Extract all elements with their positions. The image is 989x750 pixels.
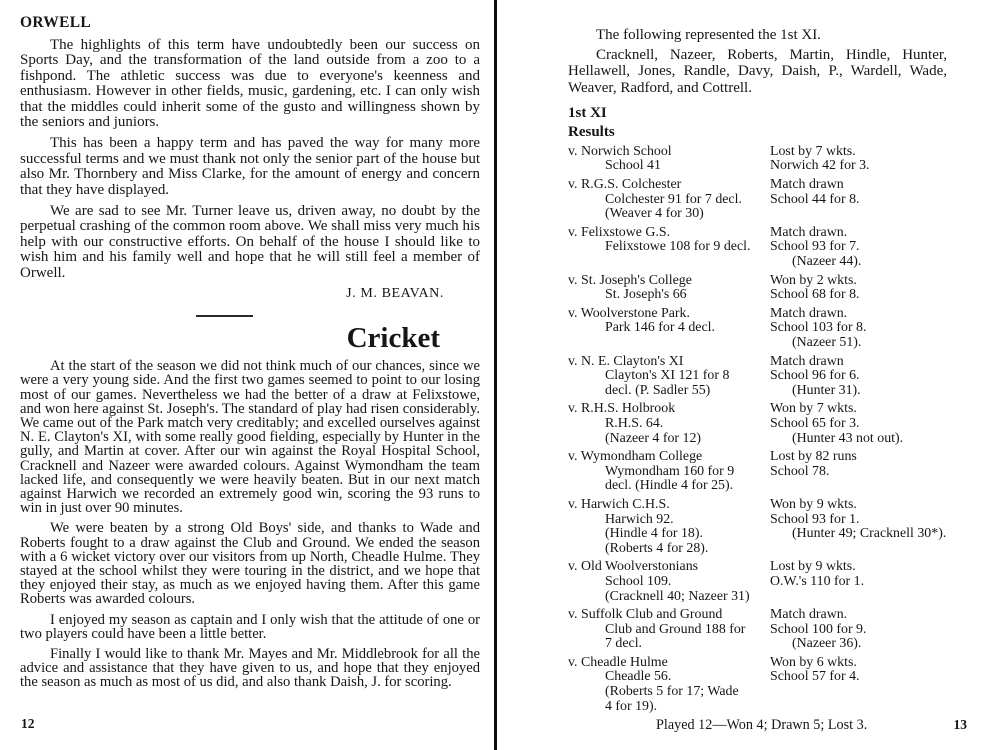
result-line: Norwich 42 for 3.	[770, 158, 870, 174]
opponent-line: (Hindle 4 for 18).	[605, 526, 703, 542]
orwell-paragraph-3: We are sad to see Mr. Turner leave us, driven away, no doubt by the perpetual crashing of the common room above. We shall miss very much his help with our constructive efforts. On behalf of the house I should like to wish him and his family well and hope that he will still feel a member of Orwell.	[20, 203, 480, 281]
opponent-line: v. Norwich School	[568, 143, 672, 159]
opponent-line: Club and Ground 188 for	[605, 621, 746, 637]
match-opponent-column	[568, 656, 770, 714]
first-xi-names: Cracknell, Nazeer, Roberts, Martin, Hindle, Hunter, Hellawell, Jones, Randle, Davy, Daish, P., Wardell, Wade, Weaver, Radford, and Cottrell.	[568, 47, 947, 96]
match-result-column	[770, 656, 947, 714]
opponent-line: (Nazeer 4 for 12)	[605, 430, 702, 446]
result-line: School 93 for 1.	[770, 511, 860, 527]
match-opponent-column	[568, 450, 770, 494]
cricket-paragraph-1: At the start of the season we did not think much of our chances, since we were a very young side. And the first two games seemed to point to our losing most of our games. Nevertheless we had the better of a draw at Felixstowe, and won here against St. Joseph's. The standard of play had risen considerably. We came out of the Park match very creditably; and excelled ourselves against N. E. Clayton's XI, with some really good fielding, especially by Hunter in the gully, and Martin at cover. After our win against the Royal Hospital School, Cracknell and Nazeer were awarded colours. Against Wymondham the team lacked life, and consequently we were heavily beaten. But in our next match against Harwich we recorded an extremely good win, scoring the 93 runs to win in just over 90 minutes.	[20, 358, 480, 517]
opponent-line: 4 for 19).	[605, 698, 658, 714]
result-line: Lost by 82 runs	[770, 449, 857, 465]
cricket-paragraph-3: I enjoyed my season as captain and I only wish that the attitude of one or two players could have been a little better.	[20, 611, 480, 642]
opponent-line: School 41	[605, 158, 661, 174]
cricket-section	[20, 323, 480, 689]
match-opponent-column	[568, 178, 770, 222]
result-line: Match drawn.	[770, 305, 848, 321]
opponent-line: v. St. Joseph's College	[568, 272, 692, 288]
orwell-signature: J. M. BEAVAN.	[346, 286, 444, 302]
cricket-paragraph-4: Finally I would like to thank Mr. Mayes and Mr. Middlebrook for all the advice and assistance that they have given to us, and hope that they enjoyed the season as much as most of us did, and also thank Daish, J. for scoring.	[20, 645, 480, 691]
result-line: Won by 6 wkts.	[770, 654, 857, 670]
opponent-line: Colchester 91 for 7 decl.	[605, 191, 742, 207]
match-result-column	[770, 355, 947, 399]
match-row	[568, 656, 947, 714]
match-result-column	[770, 560, 947, 604]
opponent-line: v. Old Woolverstonians	[568, 559, 699, 575]
opponent-line: Cheadle 56.	[605, 669, 672, 685]
result-line: (Hunter 31).	[792, 382, 861, 398]
opponent-line: (Weaver 4 for 30)	[605, 206, 704, 222]
match-row	[568, 307, 947, 351]
result-line: School 100 for 9.	[770, 621, 867, 637]
first-xi-intro: The following represented the 1st XI.	[596, 27, 821, 43]
opponent-line: decl. (Hindle 4 for 25).	[605, 478, 734, 494]
results-title: 1st XI	[568, 104, 607, 121]
opponent-line: decl. (P. Sadler 55)	[605, 382, 711, 398]
match-opponent-column	[568, 498, 770, 556]
right-page	[497, 0, 989, 750]
match-result-column	[770, 450, 947, 494]
match-row	[568, 226, 947, 270]
opponent-line: v. Wymondham College	[568, 449, 703, 465]
result-line: Match drawn.	[770, 607, 848, 623]
match-opponent-column	[568, 274, 770, 303]
opponent-line: v. Woolverstone Park.	[568, 305, 690, 321]
result-line: School 44 for 8.	[770, 191, 860, 207]
opponent-line: Harwich 92.	[605, 511, 674, 527]
match-row	[568, 178, 947, 222]
result-line: School 96 for 6.	[770, 368, 860, 384]
match-opponent-column	[568, 402, 770, 446]
opponent-line: v. R.G.S. Colchester	[568, 177, 682, 193]
result-line: School 78.	[770, 463, 830, 479]
opponent-line: v. Felixstowe G.S.	[568, 224, 671, 240]
result-line: (Nazeer 51).	[792, 335, 862, 351]
match-result-column	[770, 274, 947, 303]
match-result-column	[770, 226, 947, 270]
match-row	[568, 450, 947, 494]
result-line: (Hunter 49; Cracknell 30*).	[792, 526, 947, 542]
match-row	[568, 355, 947, 399]
results-table	[568, 145, 947, 714]
match-row	[568, 145, 947, 174]
opponent-line: v. N. E. Clayton's XI	[568, 353, 684, 369]
orwell-paragraph-2: This has been a happy term and has paved the way for many more successful terms and we must thank not only the senior part of the house but also Mr. Thornbery and Miss Clarke, for the amount of energy and concern that they have displayed.	[20, 135, 480, 198]
result-line: Match drawn	[770, 177, 844, 193]
left-page	[0, 0, 494, 750]
match-opponent-column	[568, 226, 770, 270]
result-line: School 65 for 3.	[770, 415, 860, 431]
match-result-column	[770, 498, 947, 556]
opponent-line: v. Suffolk Club and Ground	[568, 607, 723, 623]
result-line: Won by 9 wkts.	[770, 496, 857, 512]
opponent-line: St. Joseph's 66	[605, 287, 687, 303]
result-line: (Nazeer 44).	[792, 254, 862, 270]
opponent-line: v. R.H.S. Holbrook	[568, 401, 676, 417]
cricket-paragraph-2: We were beaten by a strong Old Boys' side, and thanks to Wade and Roberts fought to a draw against the Club and Ground. We ended the season with a 6 wicket victory over our visitors from up North, Cheadle Hulme. They stayed at the school whilst they were touring in the district, and we hope that they enjoyed their stay, as much as we enjoyed having them. After this game Roberts was awarded colours.	[20, 520, 480, 608]
match-result-column	[770, 402, 947, 446]
result-line: School 93 for 7.	[770, 239, 860, 255]
match-result-column	[770, 145, 947, 174]
section-divider-rule	[196, 315, 253, 317]
orwell-heading: ORWELL	[20, 14, 92, 31]
page-number-left: 12	[21, 716, 35, 731]
opponent-line: Wymondham 160 for 9	[605, 463, 735, 479]
page-number-right: 13	[953, 717, 967, 732]
opponent-line: School 109.	[605, 573, 672, 589]
cricket-heading: Cricket	[346, 322, 440, 355]
orwell-section	[20, 14, 480, 302]
result-line: Match drawn.	[770, 224, 848, 240]
match-opponent-column	[568, 355, 770, 399]
result-line: Lost by 7 wkts.	[770, 143, 856, 159]
results-subtitle: Results	[568, 123, 615, 140]
match-row	[568, 274, 947, 303]
match-row	[568, 560, 947, 604]
match-row	[568, 498, 947, 556]
opponent-line: (Cracknell 40; Nazeer 31)	[605, 588, 750, 604]
match-opponent-column	[568, 560, 770, 604]
opponent-line: (Roberts 4 for 28).	[605, 540, 709, 556]
result-line: (Hunter 43 not out).	[792, 430, 904, 446]
opponent-line: (Roberts 5 for 17; Wade	[605, 684, 739, 700]
opponent-line: Felixstowe 108 for 9 decl.	[605, 239, 751, 255]
result-line: O.W.'s 110 for 1.	[770, 573, 865, 589]
match-result-column	[770, 608, 947, 652]
match-result-column	[770, 307, 947, 351]
match-row	[568, 402, 947, 446]
result-line: School 57 for 4.	[770, 669, 860, 685]
match-row	[568, 608, 947, 652]
opponent-line: Park 146 for 4 decl.	[605, 320, 715, 336]
match-opponent-column	[568, 608, 770, 652]
opponent-line: 7 decl.	[605, 636, 643, 652]
result-line: School 68 for 8.	[770, 287, 860, 303]
result-line: Won by 2 wkts.	[770, 272, 857, 288]
match-opponent-column	[568, 307, 770, 351]
opponent-line: Clayton's XI 121 for 8	[605, 368, 730, 384]
opponent-line: R.H.S. 64.	[605, 415, 664, 431]
result-line: Match drawn	[770, 353, 844, 369]
match-result-column	[770, 178, 947, 222]
season-summary: Played 12—Won 4; Drawn 5; Lost 3.	[656, 717, 868, 734]
result-line: (Nazeer 36).	[792, 636, 862, 652]
result-line: Won by 7 wkts.	[770, 401, 857, 417]
opponent-line: v. Cheadle Hulme	[568, 654, 668, 670]
opponent-line: v. Harwich C.H.S.	[568, 496, 670, 512]
result-line: School 103 for 8.	[770, 320, 867, 336]
orwell-paragraph-1: The highlights of this term have undoubtedly been our success on Sports Day, and the transformation of the land outside from a zoo to a fishpond. The athletic success was due to everyone's keenness and enthusiasm. However in other fields, music, gardening, etc. I can only wish that the middles could inherit some of the gusto and willingness shown by the seniors and juniors.	[20, 37, 480, 131]
result-line: Lost by 9 wkts.	[770, 559, 856, 575]
match-opponent-column	[568, 145, 770, 174]
